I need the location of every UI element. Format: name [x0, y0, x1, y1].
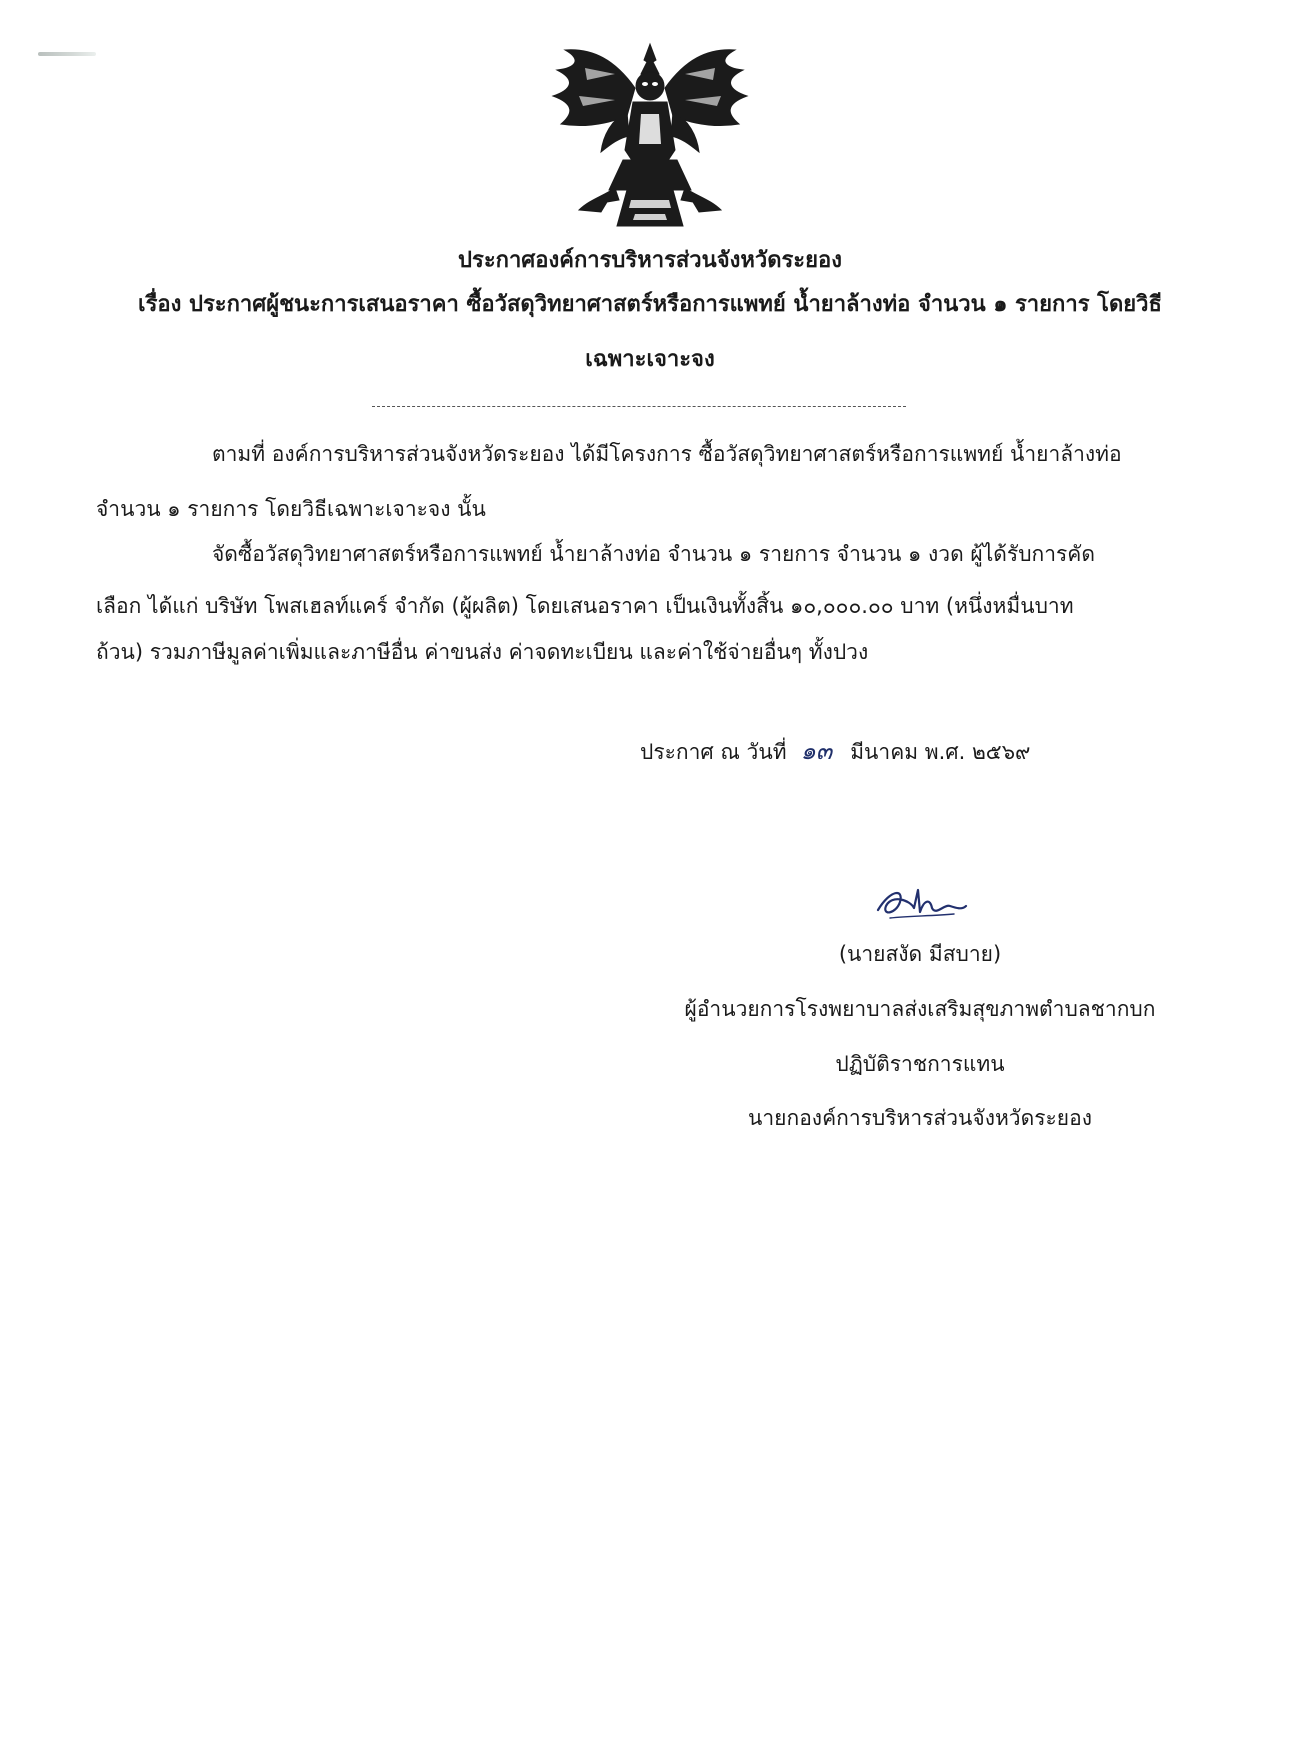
paragraph-2-line-2: เลือก ได้แก่ บริษัท โพสเฮลท์แคร์ จำกัด (ผู้ผลิต) โดยเสนอราคา เป็นเงินทั้งสิ้น ๑๐,๐๐๐.๐๐ บาท (หนึ่งหมื่นบาท: [96, 594, 1074, 618]
handwritten-signature: [870, 880, 970, 926]
signatory-position: ผู้อำนวยการโรงพยาบาลส่งเสริมสุขภาพตำบลชากบก: [684, 997, 1156, 1021]
date-month-year: มีนาคม พ.ศ. ๒๕๖๙: [850, 740, 1031, 764]
paragraph-2-line-3: ถ้วน) รวมภาษีมูลค่าเพิ่มและภาษีอื่น ค่าขนส่ง ค่าจดทะเบียน และค่าใช้จ่ายอื่นๆ ทั้งปวง: [96, 640, 869, 664]
paragraph-1-line-2: จำนวน ๑ รายการ โดยวิธีเฉพาะเจาะจง นั้น: [96, 497, 486, 521]
announcement-date: [640, 736, 1030, 767]
signatory-name: (นายสงัด มีสบาย): [838, 942, 1002, 966]
paragraph-1-line-1: ตามที่ องค์การบริหารส่วนจังหวัดระยอง ได้มีโครงการ ซื้อวัสดุวิทยาศาสตร์หรือการแพทย์ น้ำยาล้างท่อ: [212, 442, 1122, 466]
garuda-emblem-icon: [545, 40, 755, 235]
date-day-handwritten: ๑๓: [800, 737, 833, 765]
header-divider: [372, 406, 906, 407]
date-prefix: ประกาศ ณ วันที่: [640, 740, 787, 764]
on-behalf-of: นายกองค์การบริหารส่วนจังหวัดระยอง: [748, 1106, 1092, 1130]
subject-line: เรื่อง ประกาศผู้ชนะการเสนอราคา ซื้อวัสดุวิทยาศาสตร์หรือการแพทย์ น้ำยาล้างท่อ จำนวน ๑ รายการ โดยวิธี: [138, 292, 1162, 317]
acting-on-behalf: ปฏิบัติราชการแทน: [835, 1052, 1005, 1076]
paragraph-2-line-1: จัดซื้อวัสดุวิทยาศาสตร์หรือการแพทย์ น้ำยาล้างท่อ จำนวน ๑ รายการ จำนวน ๑ งวด ผู้ได้รับการคัด: [212, 542, 1095, 566]
scan-mark: [38, 52, 96, 56]
subject-line-continued: เฉพาะเจาะจง: [585, 347, 715, 372]
announcement-title: ประกาศองค์การบริหารส่วนจังหวัดระยอง: [458, 248, 842, 273]
